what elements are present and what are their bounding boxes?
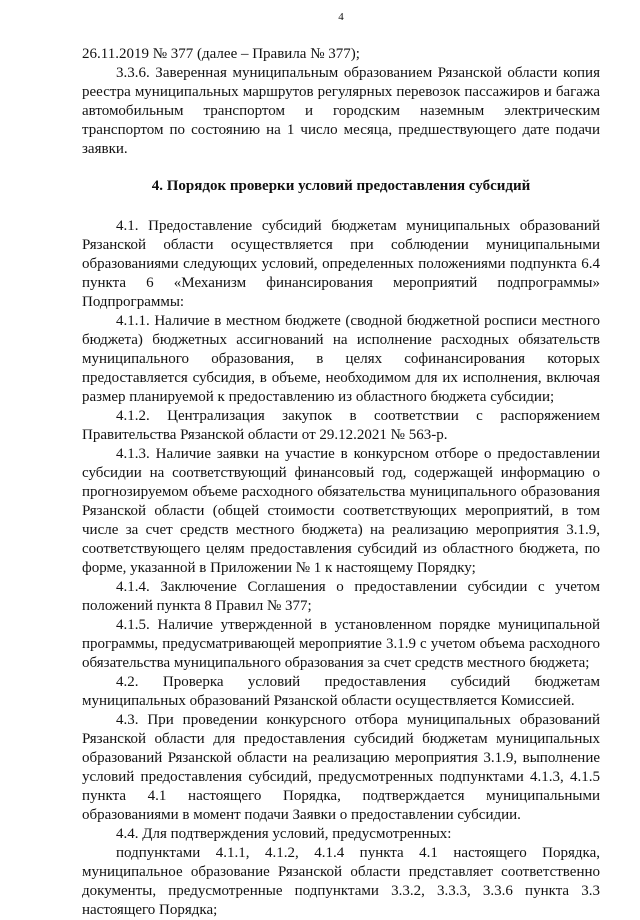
paragraph-lead: 26.11.2019 № 377 (далее – Правила № 377);	[82, 46, 360, 62]
paragraph-3-3-6: 3.3.6. Заверенная муниципальным образованием Рязанской области копия реестра муниципальных маршрутов регулярных перевозок пассажиров и багажа автомобильным транспортом и городским наземным электрическим транспортом по состоянию на 1 число месяца, предшествующего дате подачи заявки.	[82, 65, 600, 157]
paragraph-4-1-2: 4.1.2. Централизация закупок в соответствии с распоряжением Правительства Рязанской области от 29.12.2021 № 563-р.	[82, 408, 600, 443]
paragraph-4-1: 4.1. Предоставление субсидий бюджетам муниципальных образований Рязанской области осуществляется при соблюдении муниципальными образованиями следующих условий, определенных положениями подпункта 6.4 пункта 6 «Механизм финансирования мероприятий подпрограммы» Подпрограммы:	[82, 218, 600, 310]
section-heading: 4. Порядок проверки условий предоставления субсидий	[151, 178, 531, 194]
paragraph-4-4-item: подпунктами 4.1.1, 4.1.2, 4.1.4 пункта 4.1 настоящего Порядка, муниципальное образование Рязанской области представляет соответственно документы, предусмотренные подпунктами 3.3.2, 3.3.3, 3.3.6 пункта 3.3 настоящего Порядка;	[82, 845, 600, 918]
paragraph-4-4: 4.4. Для подтверждения условий, предусмотренных:	[116, 826, 452, 842]
page-number: 4	[338, 11, 344, 23]
paragraph-4-3: 4.3. При проведении конкурсного отбора муниципальных образований Рязанской области для предоставления субсидий бюджетам муниципальных образований Рязанской области на реализацию мероприятия 3.1.9, выполнение условий предоставления субсидий, предусмотренных подпунктами 4.1.3, 4.1.5 пункта 4.1 настоящего Порядка, подтверждается муниципальными образованиями в момент подачи Заявки о предоставлении субсидии.	[82, 712, 600, 823]
paragraph-4-1-1: 4.1.1. Наличие в местном бюджете (сводной бюджетной росписи местного бюджета) бюджетных ассигнований на исполнение расходных обязательств муниципального образования, в целях софинансирования которых предоставляется субсидия, в объеме, необходимом для их исполнения, включая размер планируемой к предоставлению из областного бюджета субсидии;	[82, 313, 600, 405]
paragraph-4-1-3: 4.1.3. Наличие заявки на участие в конкурсном отборе о предоставлении субсидии на соответствующий финансовый год, содержащей информацию о прогнозируемом объеме расходного обязательства муниципального образования Рязанской области (общей стоимости соответствующих мероприятий, в том числе за счет средств местного бюджета) на реализацию мероприятия 3.1.9, соответствующего целям предоставления субсидий из областного бюджета, по форме, указанной в Приложении № 1 к настоящему Порядку;	[82, 446, 600, 576]
paragraph-4-1-5: 4.1.5. Наличие утвержденной в установленном порядке муниципальной программы, предусматривающей мероприятие 3.1.9 с учетом объема расходного обязательства муниципального образования за счет средств местного бюджета;	[82, 617, 600, 671]
paragraph-4-1-4: 4.1.4. Заключение Соглашения о предоставлении субсидии с учетом положений пункта 8 Правил № 377;	[82, 579, 600, 614]
paragraph-4-2: 4.2. Проверка условий предоставления субсидий бюджетам муниципальных образований Рязанской области осуществляется Комиссией.	[82, 674, 600, 709]
